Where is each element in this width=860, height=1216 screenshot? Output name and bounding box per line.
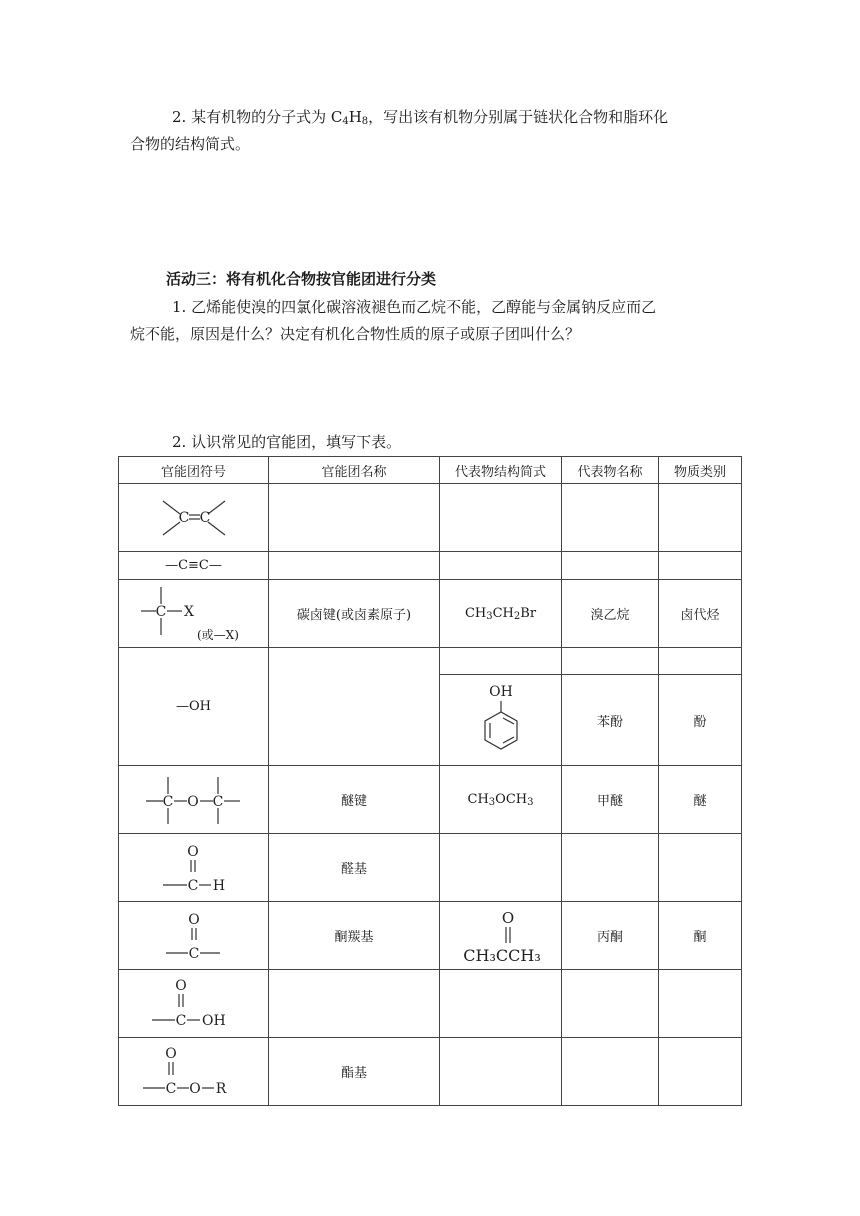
- empty-cell: [562, 484, 659, 552]
- phenol-oh-label: OH: [488, 684, 513, 700]
- empty-cell: [562, 970, 659, 1038]
- svg-text:O: O: [186, 843, 199, 860]
- empty-cell: [440, 552, 562, 580]
- table-row: [119, 970, 742, 1038]
- empty-cell: [562, 648, 659, 675]
- svg-text:C: C: [175, 1012, 186, 1029]
- subscript: 8: [361, 116, 369, 127]
- formula-text: CH: [492, 606, 514, 621]
- ketone-category: 酮: [659, 902, 742, 970]
- table-row: [119, 552, 742, 580]
- halogen-rep-name: 溴乙烷: [562, 580, 659, 648]
- activity-heading: 活动三：将有机化合物按官能团进行分类: [166, 270, 437, 288]
- acetone-structure-cell: [440, 902, 562, 970]
- empty-cell: [562, 834, 659, 902]
- empty-cell: [440, 970, 562, 1038]
- ether-category: 醚: [659, 766, 742, 834]
- question-2: [130, 104, 740, 158]
- ether-rep-name: 甲醚: [562, 766, 659, 834]
- subscript: 3: [488, 797, 496, 808]
- header-cell: 物质类别: [659, 457, 742, 484]
- header-cell: 代表物名称: [562, 457, 659, 484]
- acetone-o-label: O: [501, 908, 514, 927]
- table-header-row: [119, 457, 742, 484]
- phenol-structure-cell: [440, 675, 562, 766]
- activity-question-1-line-1: 1. 乙烯能使溴的四氯化碳溶液褪色而乙烷不能，乙醇能与金属钠反应而乙: [172, 298, 657, 316]
- activity-question-1: [130, 294, 740, 348]
- table-row: [119, 766, 742, 834]
- svg-text:X: X: [184, 604, 194, 620]
- hydroxyl-category: 酚: [659, 675, 742, 766]
- formula-text: CH: [467, 792, 489, 807]
- svg-text:C: C: [165, 1080, 176, 1097]
- header-cell: 官能团符号: [119, 457, 269, 484]
- formula-text: CH: [464, 606, 487, 621]
- halogen-formula: [440, 580, 562, 648]
- ether-name: 醚键: [269, 766, 440, 834]
- empty-cell: [269, 552, 440, 580]
- svg-text:OH: OH: [201, 1012, 226, 1029]
- alkene-structure: [149, 490, 239, 546]
- svg-text:O: O: [186, 793, 199, 810]
- subscript: 3: [527, 797, 534, 808]
- hydroxyl-symbol: —OH: [119, 648, 269, 766]
- empty-cell: [269, 648, 440, 766]
- formula-text: Br: [520, 606, 537, 621]
- empty-cell: [440, 834, 562, 902]
- activity-question-2: 2. 认识常见的官能团，填写下表。: [172, 433, 402, 451]
- aldehyde-symbol-cell: [119, 834, 269, 902]
- alkene-symbol-cell: [119, 484, 269, 552]
- subscript: 3: [486, 611, 493, 622]
- ether-formula: [440, 766, 562, 834]
- svg-text:H: H: [212, 877, 225, 894]
- activity-question-1-line-2: 烷不能，原因是什么？决定有机化合物性质的原子或原子团叫什么？: [130, 325, 581, 343]
- ether-symbol-cell: [119, 766, 269, 834]
- empty-cell: [659, 834, 742, 902]
- empty-cell: [440, 1038, 562, 1106]
- empty-cell: [269, 484, 440, 552]
- q2-text: H: [348, 108, 362, 126]
- empty-cell: [562, 1038, 659, 1106]
- alkyne-symbol: —C≡C—: [119, 552, 269, 580]
- table-row: [119, 1038, 742, 1106]
- svg-text:O: O: [174, 977, 187, 994]
- carboxyl-symbol-cell: [119, 970, 269, 1038]
- halogen-alt: (或—X): [197, 628, 239, 642]
- svg-text:C: C: [212, 793, 223, 810]
- ester-structure: [139, 1042, 249, 1102]
- empty-cell: [659, 1038, 742, 1106]
- empty-cell: [659, 648, 742, 675]
- aldehyde-name: 醛基: [269, 834, 440, 902]
- svg-text:C: C: [187, 877, 198, 894]
- halogen-name: 碳卤键(或卤素原子): [269, 580, 440, 648]
- ether-structure: [134, 770, 254, 830]
- table-row: [119, 648, 742, 675]
- empty-cell: [659, 970, 742, 1038]
- subscript: 2: [513, 611, 521, 622]
- functional-group-table: [118, 456, 742, 1106]
- empty-cell: [562, 552, 659, 580]
- table-row: [119, 834, 742, 902]
- acetone-formula: CH₃CCH₃: [462, 945, 541, 965]
- acetone-structure: [446, 905, 556, 967]
- phenol-structure: [471, 679, 531, 761]
- q2-text: 2. 某有机物的分子式为 C: [172, 108, 343, 126]
- header-cell: 代表物结构简式: [440, 457, 562, 484]
- subscript: 4: [342, 116, 349, 127]
- table-row: [119, 902, 742, 970]
- hydroxyl-rep-name: 苯酚: [562, 675, 659, 766]
- aldehyde-structure: [149, 838, 239, 898]
- ester-name: 酯基: [269, 1038, 440, 1106]
- table-row: [119, 580, 742, 648]
- ketone-symbol-cell: [119, 902, 269, 970]
- empty-cell: [440, 648, 562, 675]
- ketone-name: 酮羰基: [269, 902, 440, 970]
- svg-text:O: O: [188, 1080, 201, 1097]
- empty-cell: [269, 970, 440, 1038]
- table-row: [119, 484, 742, 552]
- formula-text: OCH: [495, 792, 528, 807]
- ketone-structure: [154, 906, 234, 966]
- svg-text:O: O: [164, 1045, 177, 1062]
- header-cell: 官能团名称: [269, 457, 440, 484]
- carboxyl-structure: [144, 974, 244, 1034]
- ketone-rep-name: 丙酮: [562, 902, 659, 970]
- svg-text:C: C: [178, 509, 189, 526]
- empty-cell: [659, 484, 742, 552]
- halogen-structure: [119, 580, 267, 646]
- halogen-symbol-cell: [119, 580, 269, 648]
- svg-text:C: C: [162, 793, 173, 810]
- svg-text:C: C: [188, 945, 199, 962]
- svg-text:O: O: [187, 911, 200, 928]
- question-2-line-2: 合物的结构简式。: [130, 135, 251, 153]
- question-2-line-1: [130, 104, 740, 131]
- svg-text:C: C: [155, 604, 167, 620]
- svg-text:C: C: [199, 509, 210, 526]
- q2-text: ，写出该有机物分别属于链状化合物和脂环化: [368, 108, 669, 126]
- svg-text:R: R: [215, 1080, 226, 1097]
- ester-symbol-cell: [119, 1038, 269, 1106]
- empty-cell: [440, 484, 562, 552]
- halogen-category: 卤代烃: [659, 580, 742, 648]
- empty-cell: [659, 552, 742, 580]
